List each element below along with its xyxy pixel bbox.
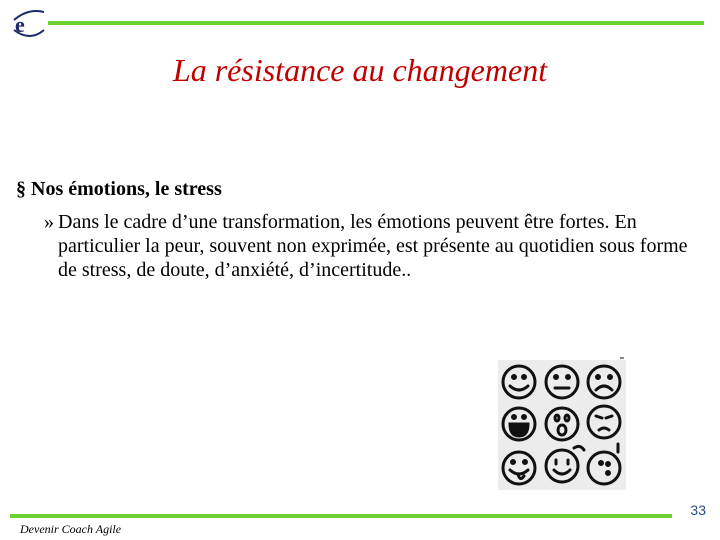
image-mark <box>620 357 624 359</box>
bullet-text: Nos émotions, le stress <box>31 178 222 200</box>
bullet-item <box>16 178 222 201</box>
top-divider <box>48 21 704 25</box>
bullet-mark: § <box>16 178 26 200</box>
page-number: 33 <box>690 502 706 518</box>
emotion-faces-grid <box>498 360 626 490</box>
sub-bullet-text: Dans le cadre d’une transformation, les émotions peuvent être fortes. En particulier la peur, souvent non exprimée, est présente au quotidien sous forme de stress, de doute, d’anxiété, d’incertitude.. <box>58 211 688 281</box>
bottom-divider <box>10 514 672 518</box>
svg-text:e: e <box>15 12 25 37</box>
footer-text: Devenir Coach Agile <box>20 522 122 536</box>
sub-bullet-mark: » <box>44 211 54 233</box>
slide-title: La résistance au changement <box>172 52 548 88</box>
ce-logo-icon <box>10 8 48 40</box>
sub-bullet-item <box>44 210 694 282</box>
